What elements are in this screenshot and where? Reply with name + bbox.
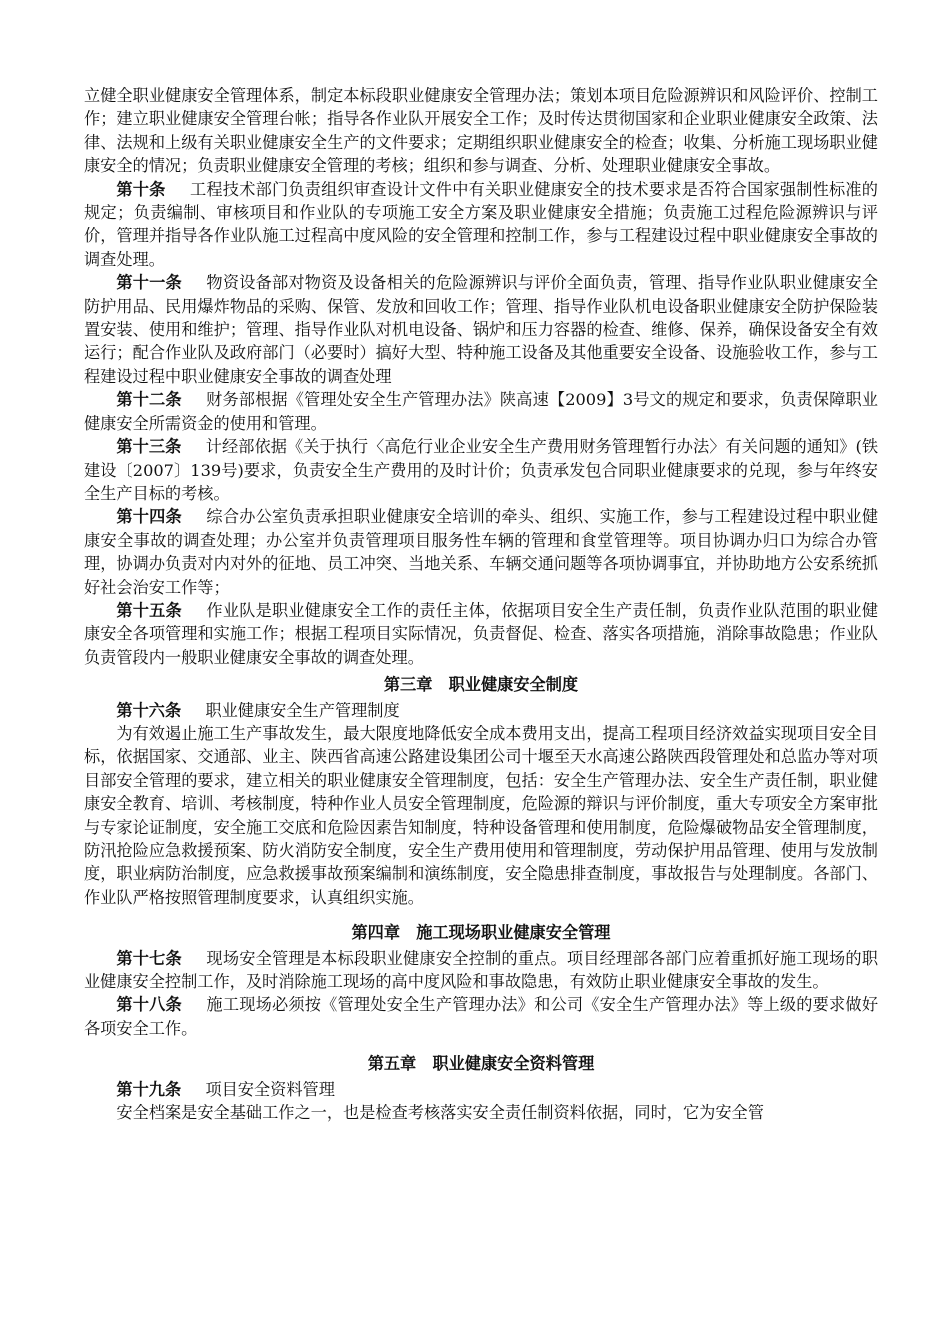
article-text: 作业队是职业健康安全工作的责任主体，依据项目安全生产责任制，负责作业队范围的职业健康安全各项管理和实施工作；根据工程项目实际情况，负责督促、检查、落实各项措施，消除事故隐患；作业队负责管段内一般职业健康安全事故的调查处理。 bbox=[84, 600, 879, 667]
article-text: 职业健康安全生产管理制度 bbox=[205, 700, 400, 720]
article-label: 第十六条 bbox=[116, 700, 182, 720]
chapter-title: 职业健康安全资料管理 bbox=[432, 1054, 595, 1074]
chapter-number: 第三章 bbox=[383, 675, 433, 695]
article-text: 财务部根据《管理处安全生产管理办法》陕高速【2009】3号文的规定和要求，负责保障职业健康安全所需资金的使用和管理。 bbox=[84, 390, 878, 433]
article-text: 工程技术部门负责组织审查设计文件中有关职业健康安全的技术要求是否符合国家强制性标准的规定；负责编制、审核项目和作业队的专项施工安全方案及职业健康安全措施；负责施工过程危险源辨识与评价，管理并指导各作业队施工过程高中度风险的安全管理和控制工作，参与工程建设过程中职业健康安全事故的调查处理。 bbox=[84, 179, 878, 269]
chapter-title: 职业健康安全制度 bbox=[448, 675, 579, 695]
chapter-4-heading bbox=[84, 921, 878, 944]
article-18 bbox=[84, 993, 878, 1040]
article-text: 计经部依据《关于执行〈高危行业企业安全生产费用财务管理暂行办法〉有关问题的通知》(铁建设〔2007〕139号)要求，负责安全生产费用的及时计价；负责承发包合同职业健康要求的兑现，参与年终安全生产目标的考核。 bbox=[84, 437, 879, 503]
article-10 bbox=[84, 178, 878, 272]
article-label: 第十二条 bbox=[116, 390, 182, 410]
chapter-number: 第四章 bbox=[351, 923, 401, 943]
article-label: 第十四条 bbox=[116, 507, 182, 527]
article-text: 物资设备部对物资及设备相关的危险源辨识与评价全面负责，管理、指导作业队职业健康安全防护用品、民用爆炸物品的采购、保管、发放和回收工作；管理、指导作业队机电设备职业健康安全防护保险装置安装、使用和维护；管理、指导作业队对机电设备、锅炉和压力容器的检查、维修、保养，确保设备安全有效运行；配合作业队及政府部门（必要时）搞好大型、特种施工设备及其他重要安全设备、设施验收工作，参与工程建设过程中职业健康安全事故的调查处理 bbox=[84, 273, 879, 386]
chapter-5-heading bbox=[84, 1052, 878, 1075]
article-label: 第十九条 bbox=[116, 1079, 182, 1099]
chapter-number: 第五章 bbox=[367, 1054, 417, 1074]
article-16-body: 为有效遏止施工生产事故发生，最大限度地降低安全成本费用支出，提高工程项目经济效益实现项目安全目标，依据国家、交通部、业主、陕西省高速公路建设集团公司十堰至天水高速公路陕西段管理处和总监办等对项目部安全管理的要求，建立相关的职业健康安全管理制度，包括：安全生产管理办法、安全生产责任制，职业健康安全教育、培训、考核制度，特种作业人员安全管理制度，危险源的辩识与评价制度，重大专项安全方案审批与专家论证制度，安全施工交底和危险因素告知制度，特种设备管理和使用制度，危险爆破物品安全管理制度，防汛抢险应急救援预案、防火消防安全制度，安全生产费用使用和管理制度，劳动保护用品管理、使用与发放制度，职业病防治制度，应急救援事故预案编制和演练制度，安全隐患排查制度，事故报告与处理制度。各部门、作业队严格按照管理制度要求，认真组织实施。 bbox=[84, 723, 878, 907]
article-14 bbox=[84, 505, 878, 599]
intro-paragraph: 立健全职业健康安全管理体系，制定本标段职业健康安全管理办法；策划本项目危险源辨识和风险评价、控制工作；建立职业健康安全管理台帐；指导各作业队开展安全工作；及时传达贯彻国家和企业职业健康安全政策、法律、法规和上级有关职业健康安全生产的文件要求；定期组织职业健康安全的检查；收集、分析施工现场职业健康安全的情况；负责职业健康安全管理的考核；组织和参与调查、分析、处理职业健康安全事故。 bbox=[84, 86, 878, 176]
article-label: 第十五条 bbox=[116, 600, 182, 620]
article-label: 第十七条 bbox=[116, 948, 182, 968]
article-13 bbox=[84, 435, 878, 505]
article-15 bbox=[84, 599, 878, 669]
article-text: 项目安全资料管理 bbox=[205, 1079, 335, 1099]
article-16 bbox=[84, 699, 878, 722]
article-19 bbox=[84, 1078, 878, 1101]
article-text: 施工现场必须按《管理处安全生产管理办法》和公司《安全生产管理办法》等上级的要求做好各项安全工作。 bbox=[84, 995, 879, 1038]
article-text: 现场安全管理是本标段职业健康安全控制的重点。项目经理部各部门应着重抓好施工现场的职业健康安全控制工作，及时消除施工现场的高中度风险和事故隐患，有效防止职业健康安全事故的发生。 bbox=[84, 948, 879, 992]
chapter-title: 施工现场职业健康安全管理 bbox=[416, 923, 611, 943]
article-label: 第十三条 bbox=[116, 437, 182, 457]
chapter-3-heading bbox=[84, 673, 878, 696]
article-19-body: 安全档案是安全基础工作之一，也是检查考核落实安全责任制资料依据，同时，它为安全管 bbox=[116, 1103, 764, 1123]
article-12 bbox=[84, 388, 878, 435]
article-label: 第十条 bbox=[116, 179, 166, 199]
article-label: 第十一条 bbox=[116, 273, 182, 293]
article-17 bbox=[84, 947, 878, 994]
article-text: 综合办公室负责承担职业健康安全培训的牵头、组织、实施工作，参与工程建设过程中职业健康安全事故的调查处理；办公室并负责管理项目服务性车辆的管理和食堂管理等。项目协调办归口为综合办管理，协调办负责对内对外的征地、员工冲突、当地关系、车辆交通问题等各项协调事宜，并协助地方公安系统抓好社会治安工作等； bbox=[84, 507, 879, 597]
article-11 bbox=[84, 271, 878, 388]
article-label: 第十八条 bbox=[116, 995, 182, 1015]
